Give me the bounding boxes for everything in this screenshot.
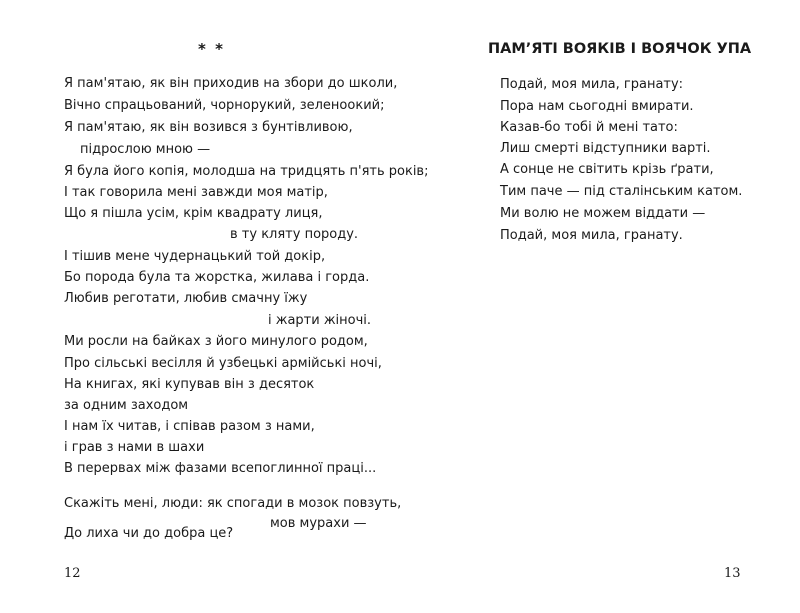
- poem-line: Я пам'ятаю, як він возився з бунтівливою,: [64, 120, 353, 135]
- poem-separator-heading: * *: [198, 40, 225, 58]
- poem-line: На книгах, які купував він з десяток: [64, 377, 315, 392]
- poem-line: І так говорила мені завжди моя матір,: [64, 185, 328, 200]
- poem-line: Вічно спрацьований, чорнорукий, зеленоокий;: [64, 98, 385, 113]
- poem-line: І тішив мене чудернацький той докір,: [64, 249, 326, 264]
- poem-line: І нам їх читав, і співав разом з нами,: [64, 419, 315, 434]
- poem-line: Скажіть мені, люди: як спогади в мозок повзуть,: [64, 496, 402, 511]
- poem-line: Бо порода була та жорстка, жилава і горда.: [64, 270, 370, 285]
- poem-line: В перервах між фазами всепоглинної праці...: [64, 461, 377, 476]
- right-page: [400, 0, 800, 613]
- poem-line: Подай, моя мила, гранату.: [500, 228, 683, 243]
- page-number: 13: [724, 566, 741, 581]
- poem-line: за одним заходом: [64, 398, 189, 413]
- poem-line: Подай, моя мила, гранату:: [500, 77, 684, 92]
- poem-line: Про сільські весілля й узбецькі армійські ночі,: [64, 356, 382, 371]
- poem-line: і жарти жіночі.: [268, 313, 372, 328]
- poem-line: Любив реготати, любив смачну їжу: [64, 291, 308, 306]
- poem-line: Ми росли на байках з його минулого родом,: [64, 334, 368, 349]
- poem-line: Я була його копія, молодша на тридцять п'ять років;: [64, 164, 429, 179]
- poem-line: Лиш смерті відступники варті.: [500, 141, 711, 156]
- poem-line: в ту кляту породу.: [230, 227, 359, 242]
- poem-line: підрослою мною —: [80, 142, 211, 157]
- page-number: 12: [64, 566, 81, 581]
- poem-line: мов мурахи —: [270, 516, 367, 531]
- poem-title: ПАМ’ЯТІ ВОЯКІВ І ВОЯЧОК УПА: [488, 41, 752, 57]
- poem-line: і грав з нами в шахи: [64, 440, 205, 455]
- poem-line: Ми волю не можем віддати —: [500, 206, 706, 221]
- poem-line: Тим паче — під сталінським катом.: [500, 184, 743, 199]
- poem-line: До лиха чи до добра це?: [64, 526, 234, 541]
- poem-line: Я пам'ятаю, як він приходив на збори до школи,: [64, 76, 398, 91]
- poem-line: Казав-бо тобі й мені тато:: [500, 120, 678, 135]
- poem-line: Пора нам сьогодні вмирати.: [500, 99, 694, 114]
- poem-line: А сонце не світить крізь ґрати,: [500, 162, 714, 177]
- poem-line: Що я пішла усім, крім квадрату лиця,: [64, 206, 323, 221]
